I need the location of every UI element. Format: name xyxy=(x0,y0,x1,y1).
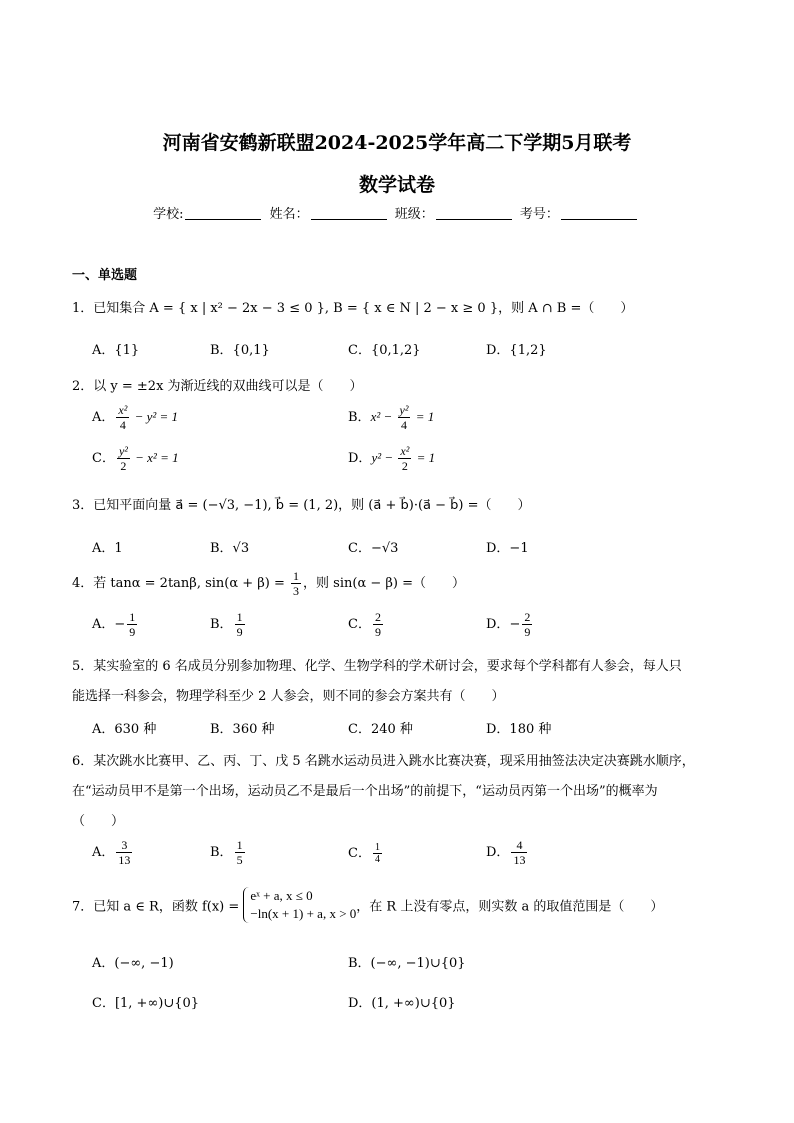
q6-option-c-label: C． xyxy=(348,846,371,861)
q7-option-d: D．(1, +∞)∪{0} xyxy=(348,996,456,1011)
q4-option-d xyxy=(486,610,534,639)
q7-option-c: C．[1, +∞)∪{0} xyxy=(92,996,200,1011)
q6-option-b-label: B． xyxy=(210,845,233,860)
q2-option-b-fraction xyxy=(398,403,411,432)
q3-option-c: C．−√3 xyxy=(348,541,399,556)
q4-option-d-label: D． xyxy=(486,617,510,632)
class-blank xyxy=(436,206,512,220)
q7-piecewise xyxy=(243,887,356,923)
q4-stem-den: 3 xyxy=(293,584,300,598)
q3-option-a: A．1 xyxy=(92,541,123,556)
q6-option-b xyxy=(210,838,247,867)
question-6-stem-line1: 6．某次跳水比赛甲、乙、丙、丁、戊 5 名跳水运动员进入跳水比赛决赛，现采用抽签法决定决赛跳水顺序， xyxy=(72,754,695,769)
q2-option-a-label: A． xyxy=(92,410,115,425)
q5-option-c: C．240 种 xyxy=(348,722,413,737)
q2-option-a-num: x² xyxy=(118,403,128,417)
exam-no-blank xyxy=(561,206,637,220)
q6-option-a-num: 3 xyxy=(121,838,128,852)
q6-option-c xyxy=(348,842,384,865)
q7-stem-post: ，在 R 上没有零点，则实数 a 的取值范围是（ ） xyxy=(356,899,664,915)
q6-option-b-den: 5 xyxy=(236,853,243,867)
q2-option-c-den: 2 xyxy=(117,458,130,473)
name-blank xyxy=(311,206,387,220)
q4-option-c-fraction xyxy=(373,610,383,639)
question-6-stem-line2: 在“运动员甲不是第一个出场，运动员乙不是最后一个出场”的前提下，“运动员丙第一个出场”的概率为 xyxy=(72,784,658,799)
q4-option-a-den: 9 xyxy=(129,625,136,639)
q6-option-c-fraction xyxy=(373,842,382,865)
page-subtitle: 数学试卷 xyxy=(358,174,435,196)
q2-option-b-rest: = 1 xyxy=(412,409,435,424)
q4-option-d-sign: − xyxy=(509,617,521,632)
section-heading: 一、单选题 xyxy=(72,268,138,283)
q2-option-a-rest: − y² = 1 xyxy=(131,409,179,424)
q1-option-a: A．{1} xyxy=(92,343,140,358)
question-3-stem: 3．已知平面向量 a⃗ = (−√3, −1), b⃗ = (1, 2)，则 (a⃗ + b⃗)·(a⃗ − b⃗) =（ ） xyxy=(72,498,531,513)
q2-option-b-pre: x² − xyxy=(370,409,396,424)
q7-option-a: A．(−∞, −1) xyxy=(92,956,174,971)
q4-option-d-den: 9 xyxy=(524,625,531,639)
q6-option-d-fraction xyxy=(511,838,527,867)
q4-option-c-label: C． xyxy=(348,617,371,632)
school-label: 学校: xyxy=(153,207,184,222)
q3-option-b: B．√3 xyxy=(210,541,250,556)
q4-option-b-label: B． xyxy=(210,617,233,632)
q2-option-c-fraction xyxy=(117,444,130,473)
q4-option-c-den: 9 xyxy=(374,625,381,639)
q2-option-d-fraction xyxy=(398,444,411,473)
q3-option-d: D．−1 xyxy=(486,541,529,556)
question-1-stem: 1．已知集合 A = { x | x² − 2x − 3 ≤ 0 }, B = { x ∈ N | 2 − x ≥ 0 }，则 A ∩ B =（ ） xyxy=(72,301,634,316)
q6-option-b-fraction xyxy=(235,838,245,867)
q2-option-d-num: x² xyxy=(400,444,410,458)
q4-option-a-label: A． xyxy=(92,617,115,632)
q2-option-b-num: y² xyxy=(399,403,409,417)
q4-option-a-num: 1 xyxy=(129,610,136,624)
q5-option-d: D．180 种 xyxy=(486,722,552,737)
q4-stem-post: ，则 sin(α − β) =（ ） xyxy=(303,576,466,591)
q2-option-a-fraction xyxy=(116,403,129,432)
q7-option-b: B．(−∞, −1)∪{0} xyxy=(348,956,466,971)
student-info-line xyxy=(0,203,794,222)
q1-option-b: B．{0,1} xyxy=(210,343,270,358)
q6-option-c-num: 1 xyxy=(374,842,380,853)
q6-option-a xyxy=(92,838,134,867)
q2-option-c-num: y² xyxy=(118,444,128,458)
exam-no-label: 考号： xyxy=(519,207,559,222)
q6-option-d-num: 4 xyxy=(516,838,523,852)
q4-option-c xyxy=(348,610,385,639)
q2-option-b-den: 4 xyxy=(398,417,411,432)
name-label: 姓名： xyxy=(269,207,309,222)
q2-option-d-label: D． xyxy=(348,451,372,466)
question-5-stem-line2: 能选择一科参会，物理学科至少 2 人参会，则不同的参会方案共有（ ） xyxy=(72,689,505,704)
q6-option-b-num: 1 xyxy=(236,838,243,852)
q6-option-a-label: A． xyxy=(92,845,115,860)
q4-option-a-fraction xyxy=(127,610,137,639)
q5-option-a: A．630 种 xyxy=(92,722,157,737)
q4-option-b-num: 1 xyxy=(236,610,243,624)
q4-option-b xyxy=(210,610,247,639)
q2-option-a-den: 4 xyxy=(116,417,129,432)
q2-option-a xyxy=(92,403,178,432)
q6-option-a-den: 13 xyxy=(118,853,131,867)
class-label: 班级： xyxy=(394,207,434,222)
question-7-stem xyxy=(72,887,663,923)
q7-stem-pre: 7．已知 a ∈ R，函数 f(x) = xyxy=(72,899,244,915)
q4-option-c-num: 2 xyxy=(374,610,381,624)
question-5-stem-line1: 5．某实验室的 6 名成员分别参加物理、化学、生物学科的学术研讨会，要求每个学科都有人参会，每人只 xyxy=(72,659,682,674)
q4-stem-pre: 4．若 tanα = 2tanβ, sin(α + β) = xyxy=(72,576,290,591)
page-title: 河南省安鹤新联盟2024-2025学年高二下学期5月联考 xyxy=(162,132,632,154)
q2-option-d-pre: y² − xyxy=(371,450,397,465)
q2-option-d xyxy=(348,444,435,473)
q1-option-d: D．{1,2} xyxy=(486,343,547,358)
q5-option-b: B．360 种 xyxy=(210,722,275,737)
q6-option-d-den: 13 xyxy=(513,853,526,867)
q6-option-d xyxy=(486,838,529,867)
q2-option-d-rest: = 1 xyxy=(413,450,436,465)
question-2-stem: 2．以 y = ±2x 为渐近线的双曲线可以是（ ） xyxy=(72,379,363,394)
question-6-stem-line3: （ ） xyxy=(72,814,125,829)
q7-piece-2: −ln(x + 1) + a, x > 0 xyxy=(250,906,357,921)
q4-stem-fraction xyxy=(291,569,301,598)
q4-option-a xyxy=(92,610,139,639)
q6-option-c-den: 4 xyxy=(374,854,380,865)
q4-option-d-fraction xyxy=(522,610,532,639)
question-4-stem xyxy=(72,569,465,598)
q2-option-b-label: B． xyxy=(348,410,371,425)
q4-option-b-fraction xyxy=(235,610,245,639)
q6-option-d-label: D． xyxy=(486,845,510,860)
q2-option-c-rest: − x² = 1 xyxy=(131,450,179,465)
q2-option-b xyxy=(348,403,434,432)
q4-stem-num: 1 xyxy=(293,569,300,583)
q4-option-a-sign: − xyxy=(114,617,126,632)
q1-option-c: C．{0,1,2} xyxy=(348,343,421,358)
q2-option-c-label: C． xyxy=(92,451,115,466)
q4-option-d-num: 2 xyxy=(524,610,531,624)
q4-option-b-den: 9 xyxy=(236,625,243,639)
school-blank xyxy=(185,206,261,220)
q6-option-a-fraction xyxy=(116,838,132,867)
q2-option-d-den: 2 xyxy=(398,458,411,473)
q7-piece-1: eˣ + a, x ≤ 0 xyxy=(250,888,313,903)
q2-option-c xyxy=(92,444,179,473)
